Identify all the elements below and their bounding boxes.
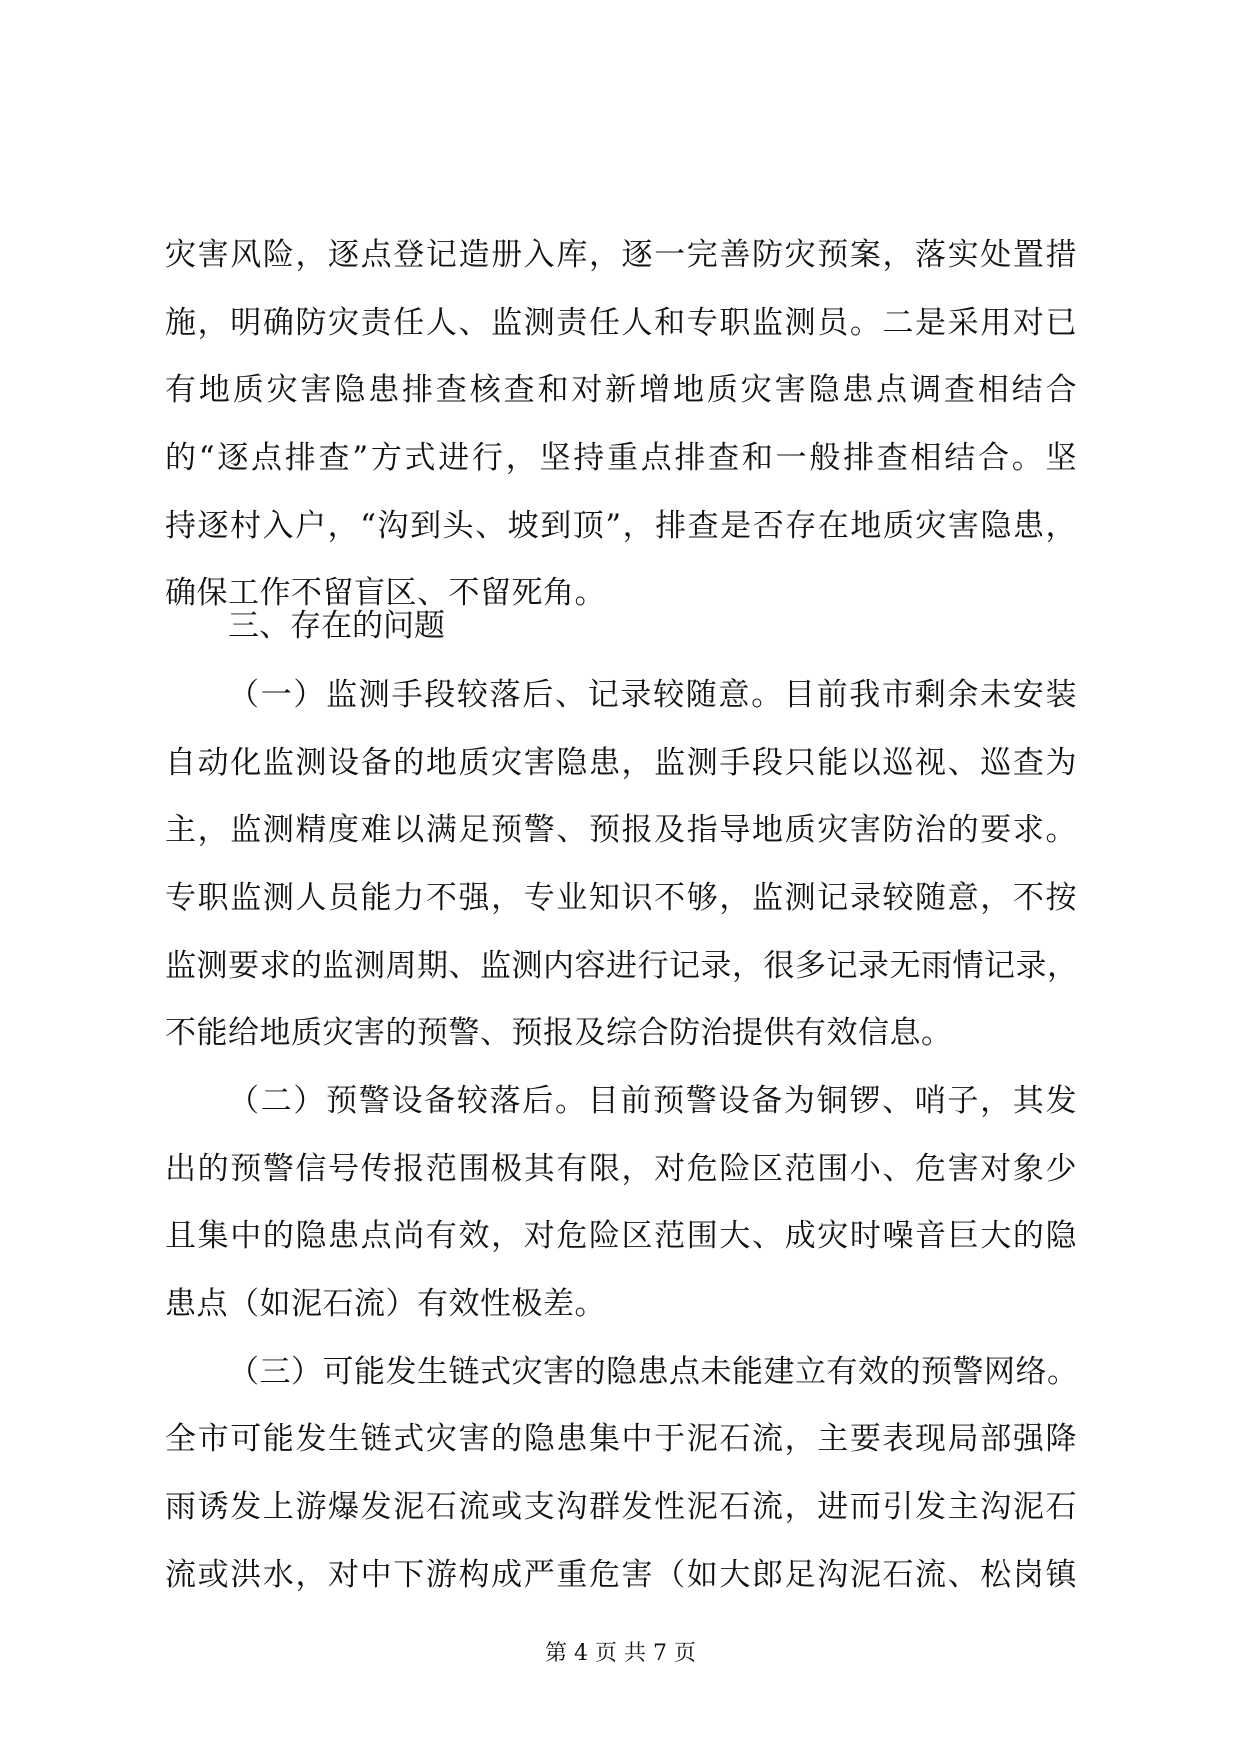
- paragraph-line: 有地质灾害隐患排查核查和对新增地质灾害隐患点调查相结合: [165, 372, 1077, 408]
- paragraph-line: 的“逐点排查”方式进行，坚持重点排查和一般排查相结合。坚: [165, 440, 1077, 476]
- paragraph-line: 且集中的隐患点尚有效，对危险区范围大、成灾时噪音巨大的隐: [165, 1218, 1077, 1254]
- paragraph-line: 流或洪水，对中下游构成严重危害（如大郎足沟泥石流、松岗镇: [165, 1557, 1077, 1593]
- paragraph-line: 患点（如泥石流）有效性极差。: [165, 1286, 606, 1322]
- paragraph-line: 不能给地质灾害的预警、预报及综合防治提供有效信息。: [165, 1015, 953, 1051]
- paragraph-line: 自动化监测设备的地质灾害隐患，监测手段只能以巡视、巡查为: [165, 745, 1077, 781]
- paragraph-line: （二）预警设备较落后。目前预警设备为铜锣、哨子，其发: [228, 1083, 1077, 1119]
- paragraph-line: 全市可能发生链式灾害的隐患集中于泥石流，主要表现局部强降: [165, 1421, 1077, 1457]
- paragraph-line: 出的预警信号传报范围极其有限，对危险区范围小、危害对象少: [165, 1151, 1077, 1187]
- paragraph-line: 主，监测精度难以满足预警、预报及指导地质灾害防治的要求。: [165, 812, 1077, 848]
- paragraph-line: 雨诱发上游爆发泥石流或支沟群发性泥石流，进而引发主沟泥石: [165, 1489, 1077, 1525]
- paragraph-line: 施，明确防灾责任人、监测责任人和专职监测员。二是采用对已: [165, 305, 1077, 341]
- paragraph-line: 监测要求的监测周期、监测内容进行记录，很多记录无雨情记录，: [165, 948, 1079, 984]
- paragraph-line: （一）监测手段较落后、记录较随意。目前我市剩余未安装: [228, 677, 1077, 713]
- page-number-footer: 第 4 页 共 7 页: [545, 1641, 696, 1666]
- paragraph-line: 确保工作不留盲区、不留死角。: [165, 575, 606, 611]
- paragraph-line: 灾害风险，逐点登记造册入库，逐一完善防灾预案，落实处置措: [165, 237, 1077, 273]
- paragraph-line: （三）可能发生链式灾害的隐患点未能建立有效的预警网络。: [228, 1354, 1079, 1390]
- section-heading: 三、存在的问题: [228, 608, 445, 644]
- paragraph-line: 专职监测人员能力不强，专业知识不够，监测记录较随意，不按: [165, 880, 1077, 916]
- paragraph-line: 持逐村入户，“沟到头、坡到顶”，排查是否存在地质灾害隐患，: [165, 508, 1077, 544]
